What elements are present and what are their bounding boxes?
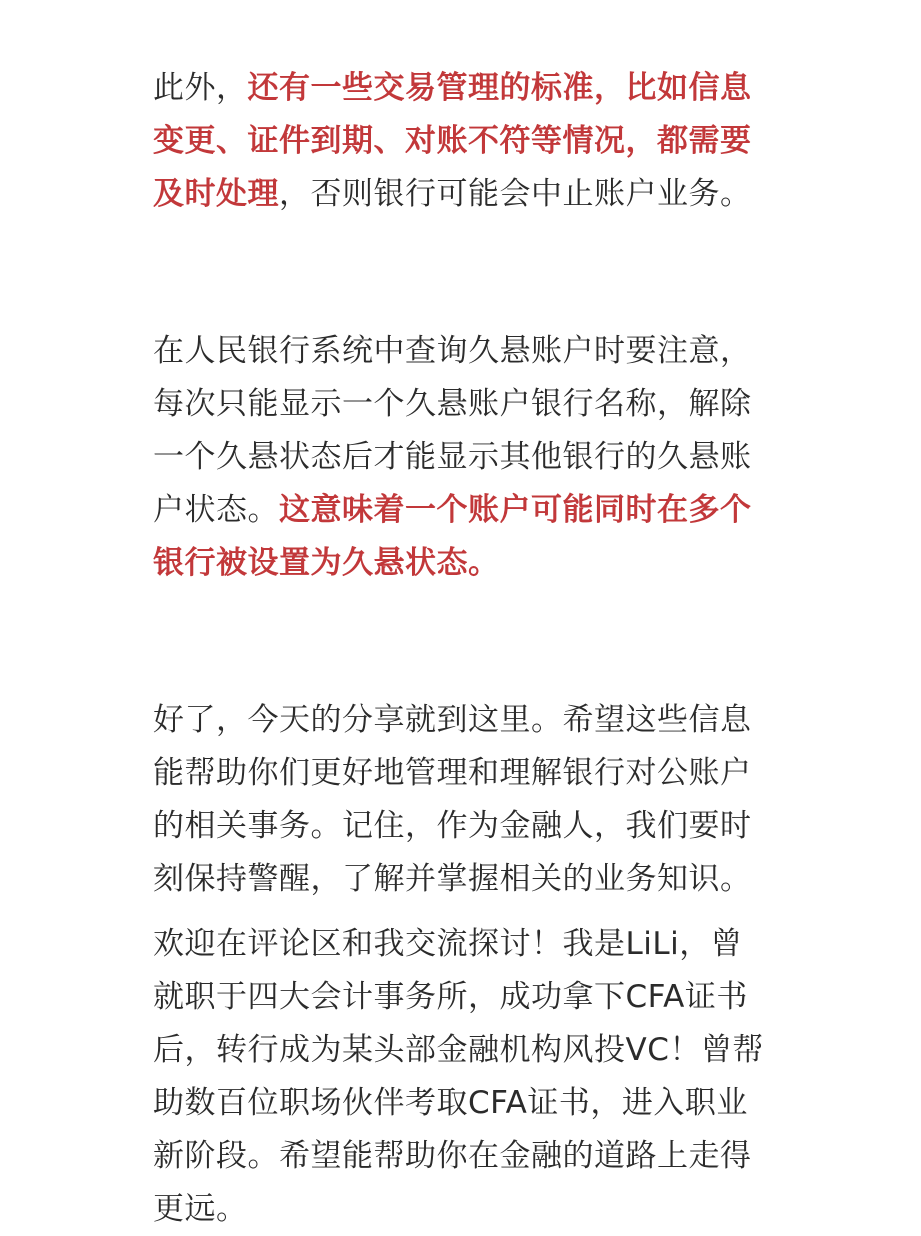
paragraph-spacer (153, 221, 768, 325)
paragraph-dormant-accounts (153, 325, 768, 590)
paragraph-spacer (153, 906, 768, 918)
highlighted-text: 这意味着一个账户可能同时在多个银行被设置为久悬状态。 (153, 492, 752, 581)
highlighted-text: 还有一些交易管理的标准，比如信息变更、证件到期、对账不符等情况，都需要及时处理 (153, 70, 752, 212)
text-segment: ，否则银行可能会中止账户业务。 (279, 176, 752, 212)
text-segment: 在人民银行系统中查询久悬账户时要注意，每次只能显示一个久悬账户银行名称，解除一个久悬状态后才能显示其他银行的久悬账户状态。 (153, 333, 752, 528)
text-segment: 欢迎在评论区和我交流探讨！我是LiLi，曾就职于四大会计事务所，成功拿下CFA证书后，转行成为某头部金融机构风投VC！曾帮助数百位职场伙伴考取CFA证书，进入职业新阶段。希望能帮助你在金融的道路上走得更远。 (153, 926, 764, 1227)
paragraph-author-bio (153, 918, 768, 1236)
article-body (153, 62, 768, 1236)
text-segment: 此外， (153, 70, 248, 106)
paragraph-transaction-standards (153, 62, 768, 221)
text-segment: 好了，今天的分享就到这里。希望这些信息能帮助你们更好地管理和理解银行对公账户的相关事务。记住，作为金融人，我们要时刻保持警醒，了解并掌握相关的业务知识。 (153, 702, 752, 897)
paragraph-closing (153, 694, 768, 906)
paragraph-spacer (153, 590, 768, 694)
